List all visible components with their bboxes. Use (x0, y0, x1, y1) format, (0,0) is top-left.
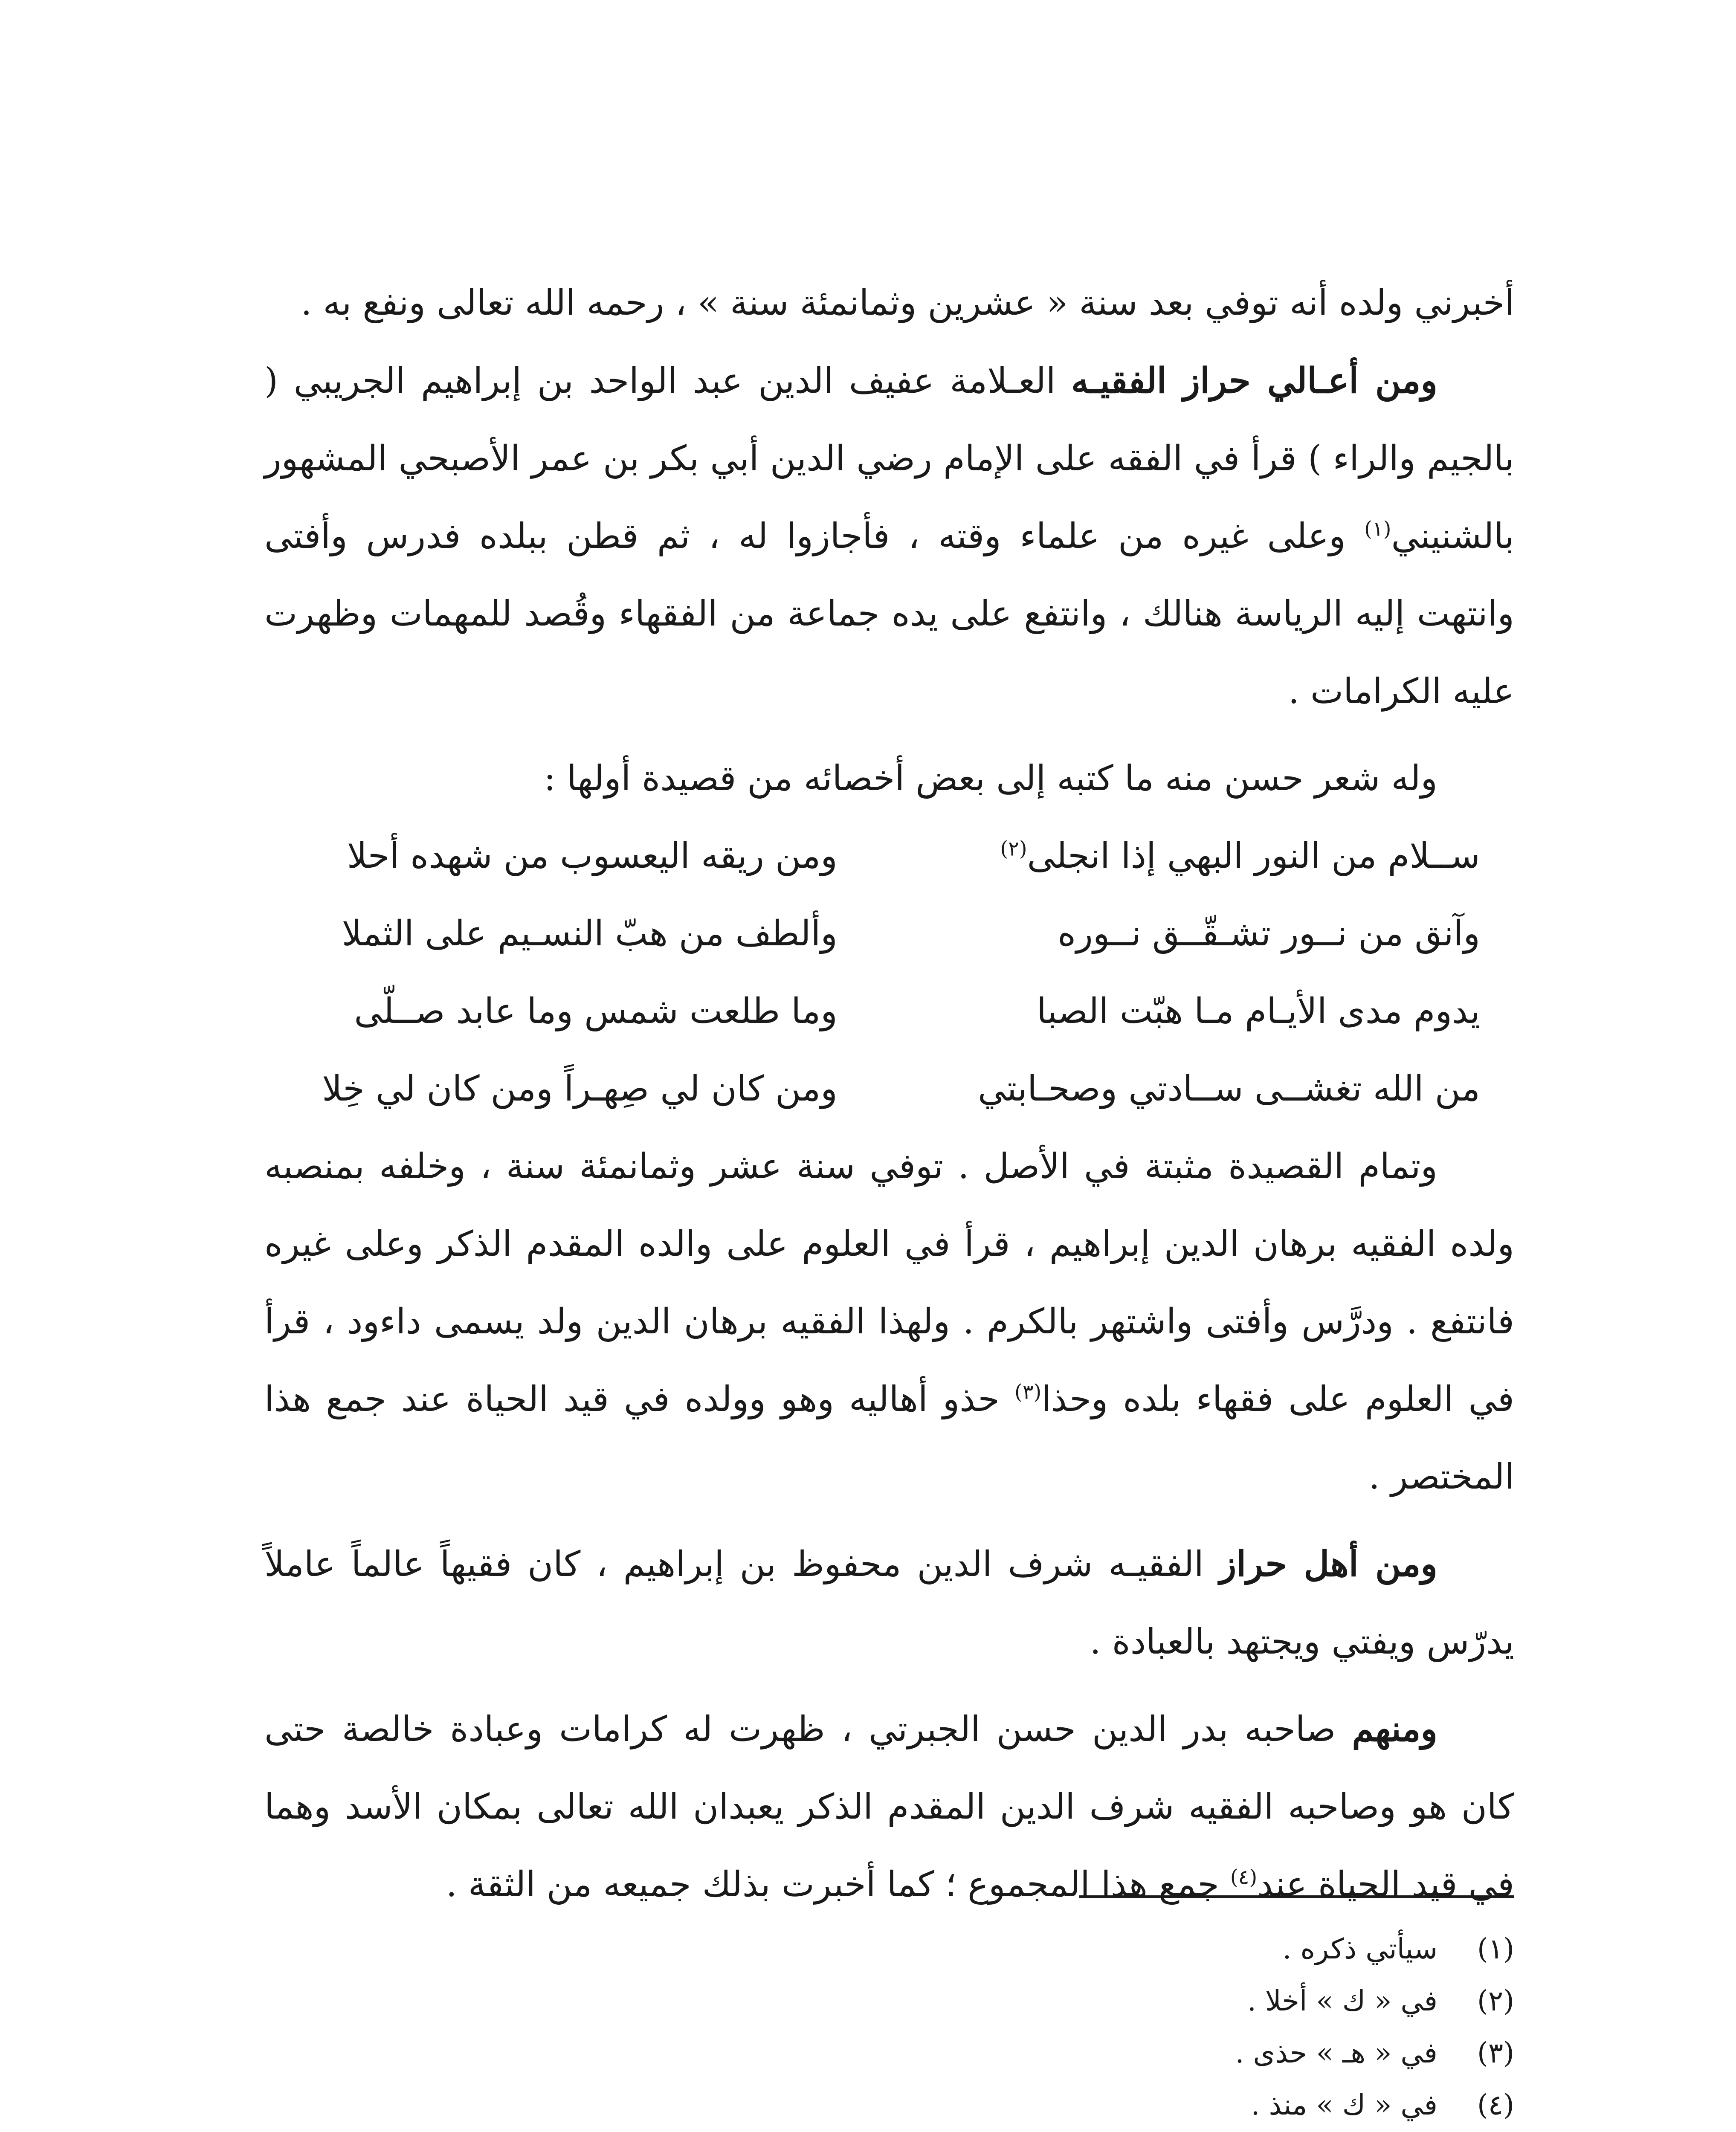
paragraph-6 (264, 1690, 1514, 1923)
poem-line (264, 973, 1514, 1050)
footnotes (832, 1923, 1514, 2131)
footnote-text: في « هـ » حذى . (1235, 2036, 1437, 2069)
footnote-ref-3: (٣) (1014, 1380, 1042, 1404)
paragraph-4 (264, 1128, 1514, 1516)
footnote-ref-1: (١) (1364, 517, 1391, 541)
main-text (264, 264, 1514, 1923)
poem-hemistich-first: من الله تغشــى ســادتي وصحـابتي (978, 1069, 1480, 1109)
footnote (832, 1923, 1514, 1975)
poem-hemistich-first-text: ســلام من النور البهي إذا انجلى (1027, 836, 1480, 876)
poem-line (264, 817, 1514, 895)
paragraph-1-text: أخبرني ولده أنه توفي بعد سنة « عشرين وثمانمئة سنة » ، رحمه الله تعالى ونفع به . (301, 283, 1514, 323)
poem-hemistich-first: وآنق من نــور تشـقّــق نــوره (1058, 913, 1480, 954)
footnote-number: (٤) (1477, 2089, 1514, 2121)
paragraph-3 (264, 740, 1514, 817)
footnote (832, 2079, 1514, 2131)
paragraph-2-lead: ومن أعـالي حراز الفقيـه (1071, 360, 1437, 401)
paragraph-3-text: وله شعر حسن منه ما كتبه إلى بعض أخصائه من قصيدة أولها : (544, 758, 1437, 799)
footnote (832, 2027, 1514, 2079)
paragraph-2-text-b: وعلى غيره من علماء وقته ، فأجازوا له ، ثم قطن ببلده فدرس وأفتى وانتهت إليه الرياسة هنالك ، وانتفع على يده جماعة من الفقهاء وقُصد للمهمات وظهرت عليه الكرامات . (264, 516, 1514, 712)
paragraph-1 (264, 264, 1514, 342)
poem-hemistich-first: يدوم مدى الأيـام مـا هبّت الصبا (1037, 991, 1480, 1031)
paragraph-5-lead: ومن أهل حراز (1219, 1544, 1437, 1585)
paragraph-5 (264, 1525, 1514, 1681)
poem-line (264, 895, 1514, 973)
poem-hemistich-second: وألطف من هبّ النسـيم على الثملا (342, 913, 838, 954)
footnote-text: سيأتي ذكره . (1282, 1932, 1437, 1965)
poem-hemistich-second: ومن ريقه اليعسوب من شهده أحلا (347, 836, 838, 876)
paragraph-2-text-a: العـلامة عفيف الدين عبد الواحد بن إبراهيم الجريبي ( بالجيم والراء ) قرأ في الفقه على الإمام رضي الدين أبي بكر بن عمر الأصبحي المشهور بالشنيني (264, 361, 1514, 556)
poem-line (264, 1050, 1514, 1128)
paragraph-5-text: الفقيـه شرف الدين محفوظ بن إبراهيم ، كان فقيهاً عالماً عاملاً يدرّس ويفتي ويجتهد بالعبادة . (264, 1544, 1514, 1662)
paragraph-2 (264, 342, 1514, 730)
poem-hemistich-first (933, 817, 1480, 895)
paragraph-6-lead: ومنهم (1352, 1709, 1437, 1750)
footnote-ref-2: (٢) (1000, 837, 1027, 861)
poem-hemistich-second: وما طلعت شمس وما عابد صــلّى (354, 991, 838, 1031)
footnote-divider (1079, 1895, 1514, 1898)
footnote-text: في « ك » أخلا . (1247, 1984, 1437, 2017)
paragraph-6-text-a: صاحبه بدر الدين حسن الجبرتي ، ظهرت له كرامات وعبادة خالصة حتى كان هو وصاحبه الفقيه شرف الدين المقدم الذكر يعبدان الله تعالى بمكان الأسد وهما في قيد الحياة عند (264, 1709, 1514, 1905)
paragraph-4-text-a: وتمام القصيدة مثبتة في الأصل . توفي سنة عشر وثمانمئة سنة ، وخلفه بمنصبه ولده الفقيه برهان الدين إبراهيم ، قرأ في العلوم على والده المقدم الذكر وعلى غيره فانتفع . ودرَّس وأفتى واشتهر بالكرم . ولهذا الفقيه برهان الدين ولد يسمى داءود ، قرأ في العلوم على فقهاء بلده وحذا (264, 1146, 1514, 1419)
paragraph-4-text-b: حذو أهاليه وهو وولده في قيد الحياة عند جمع هذا المختصر . (264, 1379, 1514, 1497)
footnote-number: (١) (1477, 1932, 1514, 1965)
footnote (832, 1975, 1514, 2027)
paragraph-6-text-b: جمع هذا المجموع ؛ كما أخبرت بذلك جميعه من الثقة . (446, 1864, 1230, 1905)
footnote-number: (٢) (1477, 1984, 1514, 2017)
poem-hemistich-second: ومن كان لي صِهـراً ومن كان لي خِلا (322, 1069, 838, 1109)
footnote-ref-4: (٤) (1230, 1865, 1258, 1889)
footnote-number: (٣) (1477, 2036, 1514, 2069)
footnote-text: في « ك » منذ . (1251, 2089, 1437, 2121)
poem (264, 817, 1514, 1128)
